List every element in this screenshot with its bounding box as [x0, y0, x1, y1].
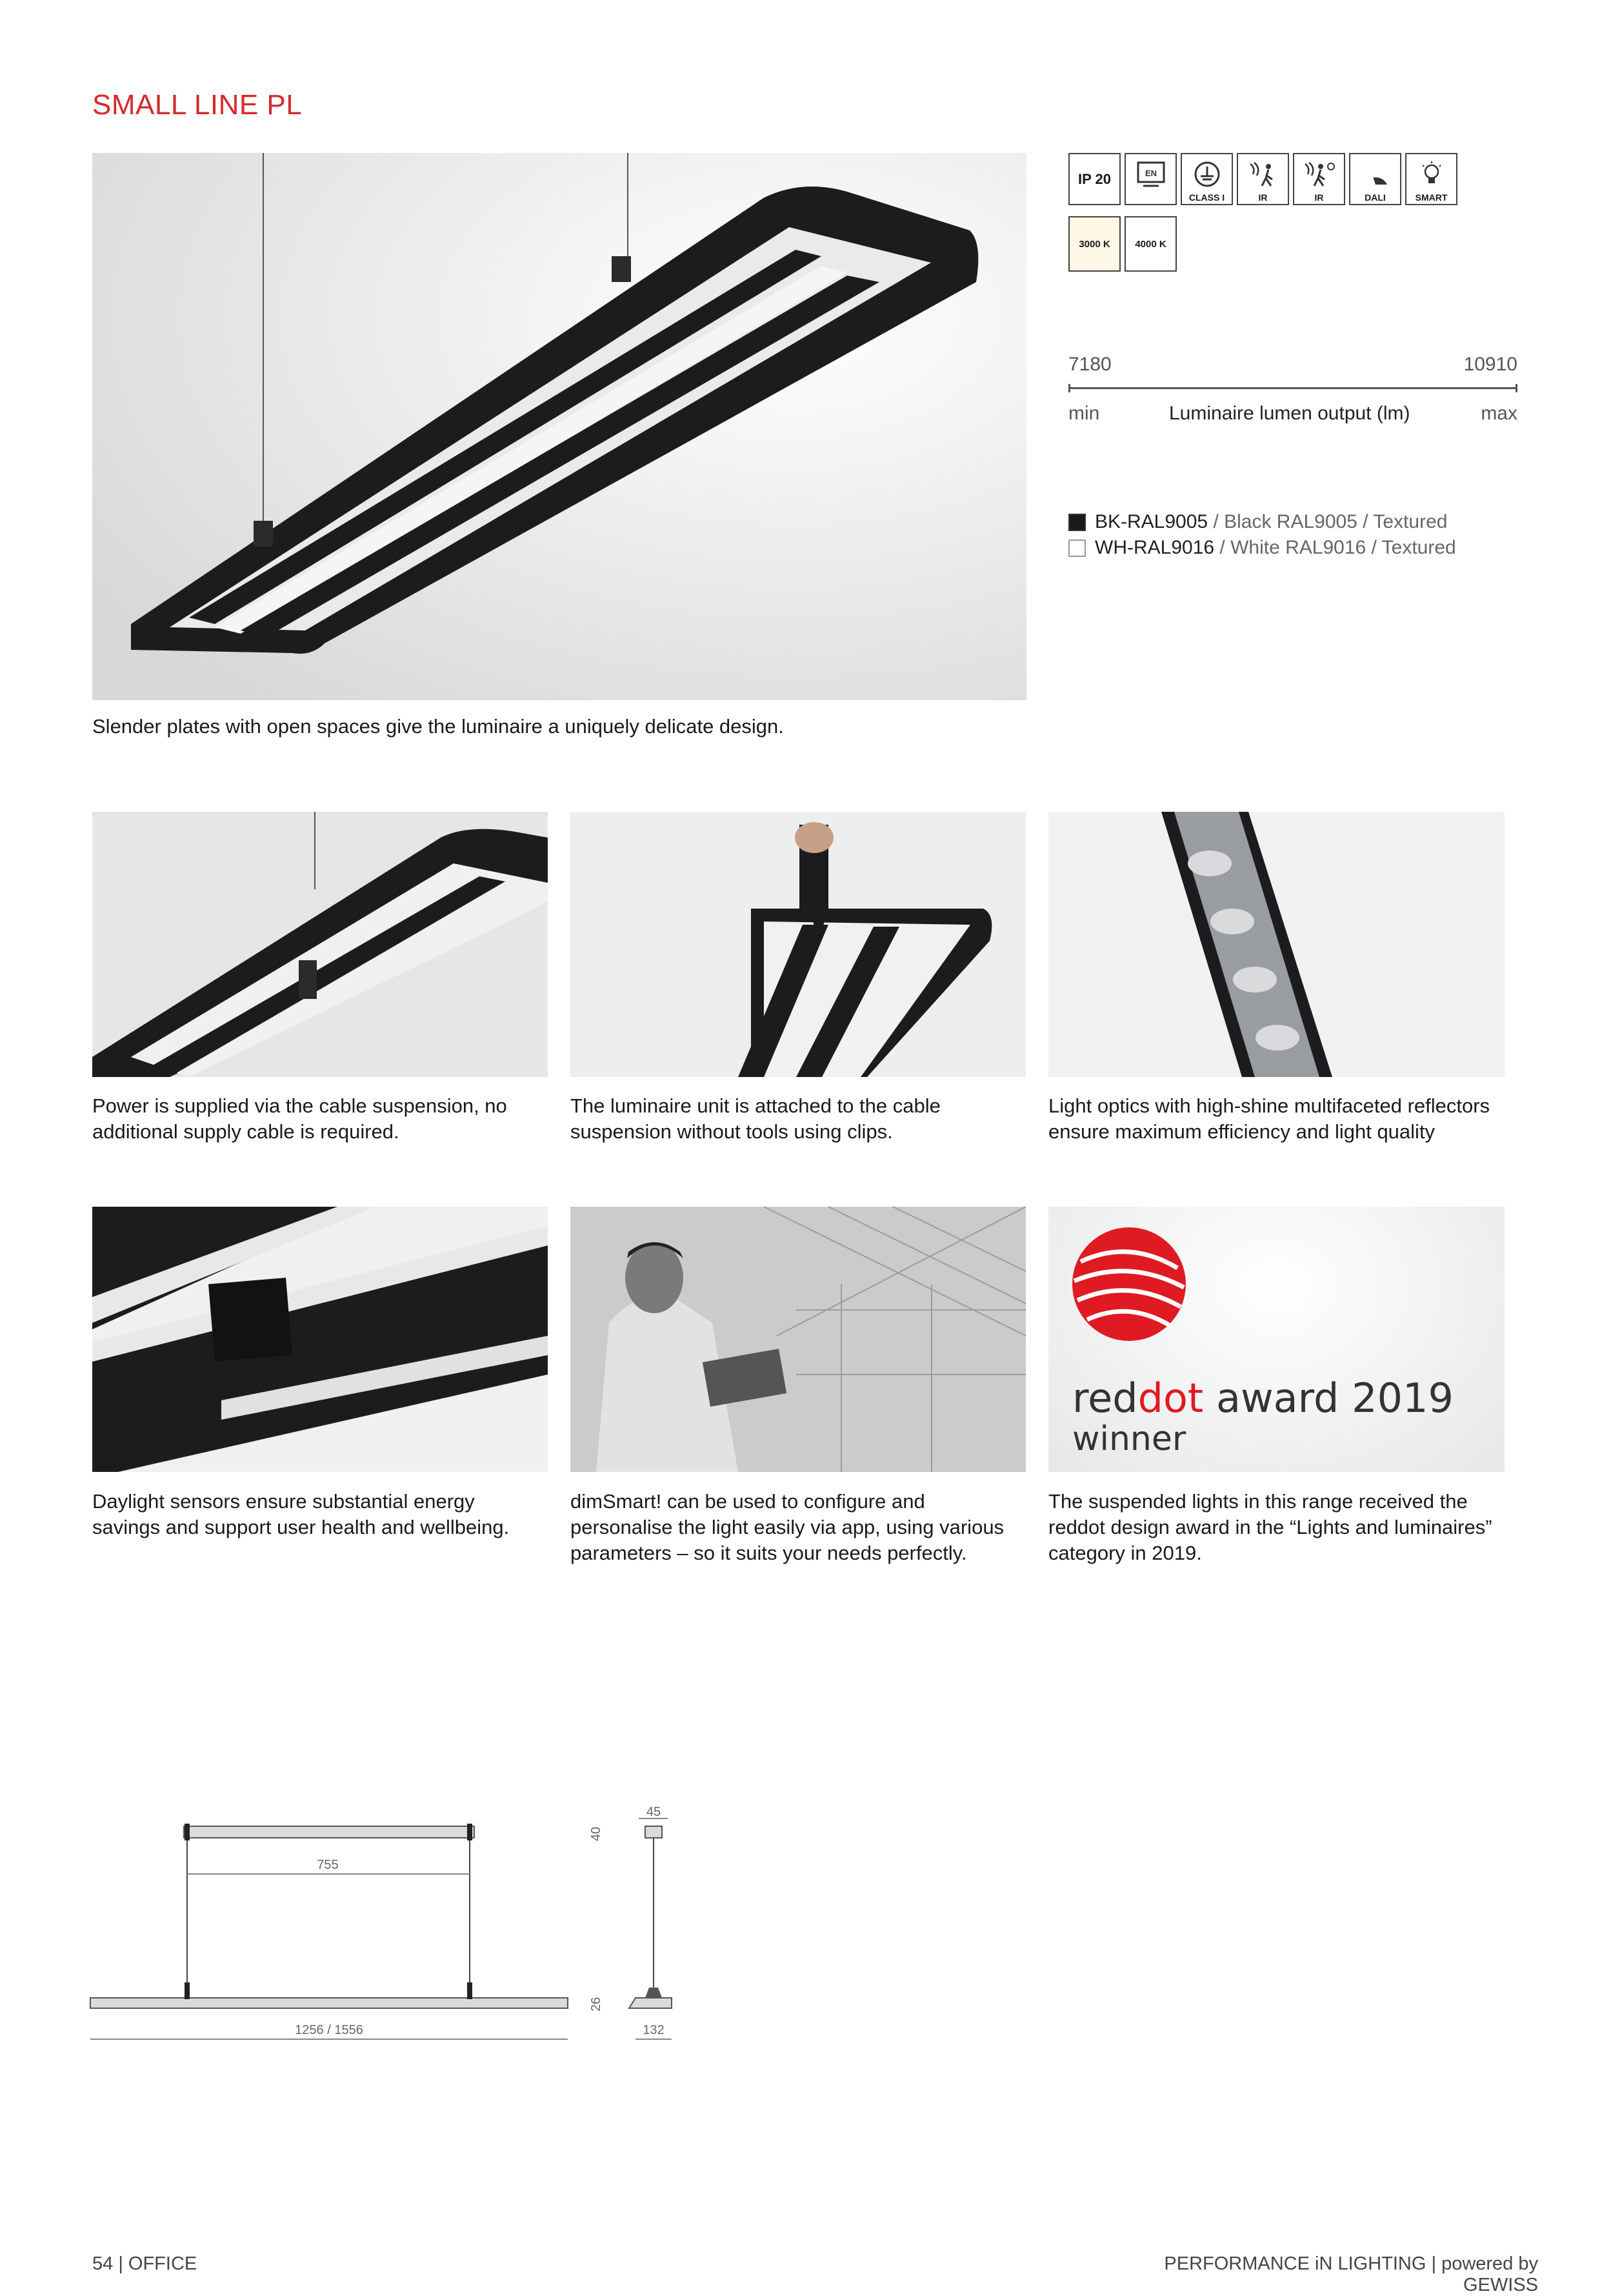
lumen-max-label: max [1481, 403, 1517, 424]
footer-page-section: 54 | OFFICE [92, 2253, 197, 2274]
technical-drawing [84, 1805, 703, 2097]
dali-dimming-icon: DALI [1349, 153, 1401, 205]
caption-dimsmart-app: dimSmart! can be used to configure and personalise the light easily via app, using various parameters – so it suits your needs perfectly. [570, 1490, 1005, 1564]
en-standard-icon [1125, 153, 1177, 205]
dim-755: 755 [317, 1858, 339, 1872]
photo-clip-attachment [570, 812, 1026, 1077]
smart-bulb-icon: SMART [1405, 153, 1457, 205]
caption-reflector-optics: Light optics with high-shine multifaceted reflectors ensure maximum efficiency and light quality [1048, 1094, 1490, 1143]
daylight-sensor-icon: IR [1293, 153, 1345, 205]
hero-photo [92, 153, 1026, 700]
photo-reddot-award [1048, 1207, 1505, 1472]
lumen-axis-label: Luminaire lumen output (lm) [1169, 403, 1410, 424]
hero-caption: Slender plates with open spaces give the luminaire a uniquely delicate design. [92, 715, 784, 738]
ip20-icon: IP 20 [1068, 153, 1121, 205]
black-swatch [1068, 514, 1086, 531]
feature-icons [1068, 153, 1457, 205]
dim-45: 45 [646, 1805, 661, 1819]
white-swatch [1068, 539, 1086, 557]
cct-3000k: 3000 K [1068, 216, 1121, 272]
color-temperature-options [1068, 216, 1177, 272]
caption-daylight-sensor: Daylight sensors ensure substantial energy savings and support user health and wellbeing. [92, 1490, 510, 1538]
reddot-award-text: reddot award 2019 [1072, 1375, 1454, 1422]
lumen-min-value: 7180 [1068, 354, 1112, 375]
finish-white: WH-RAL9016 / White RAL9016 / Textured [1068, 537, 1456, 559]
caption-reddot-award: The suspended lights in this range received the reddot design award in the “Lights and luminaires” category in 2019. [1048, 1490, 1492, 1564]
class-one-icon: CLASS I [1181, 153, 1233, 205]
lumen-scale-line [1068, 387, 1517, 389]
cct-4000k: 4000 K [1125, 216, 1177, 272]
dim-length: 1256 / 1556 [295, 2023, 363, 2037]
footer-brand: PERFORMANCE iN LIGHTING | powered by GEWISS [1164, 2253, 1538, 2295]
photo-cable-suspension [92, 812, 548, 1077]
lumen-min-label: min [1068, 403, 1100, 424]
photo-reflector-optics [1048, 812, 1505, 1077]
lumen-max-value: 10910 [1463, 354, 1517, 375]
presence-sensor-icon: IR [1237, 153, 1289, 205]
dim-26: 26 [589, 1997, 603, 2012]
reddot-winner-text: winner [1072, 1420, 1186, 1458]
dim-40: 40 [589, 1826, 603, 1842]
page-title: SMALL LINE PL [92, 89, 303, 121]
svg-text:EN: EN [1145, 168, 1157, 178]
dim-132: 132 [643, 2023, 665, 2037]
caption-cable-suspension: Power is supplied via the cable suspension, no additional supply cable is required. [92, 1094, 507, 1143]
photo-daylight-sensor [92, 1207, 548, 1472]
caption-clip-attachment: The luminaire unit is attached to the cable suspension without tools using clips. [570, 1094, 941, 1143]
finish-black: BK-RAL9005 / Black RAL9005 / Textured [1068, 511, 1447, 533]
photo-dimsmart-app [570, 1207, 1026, 1472]
